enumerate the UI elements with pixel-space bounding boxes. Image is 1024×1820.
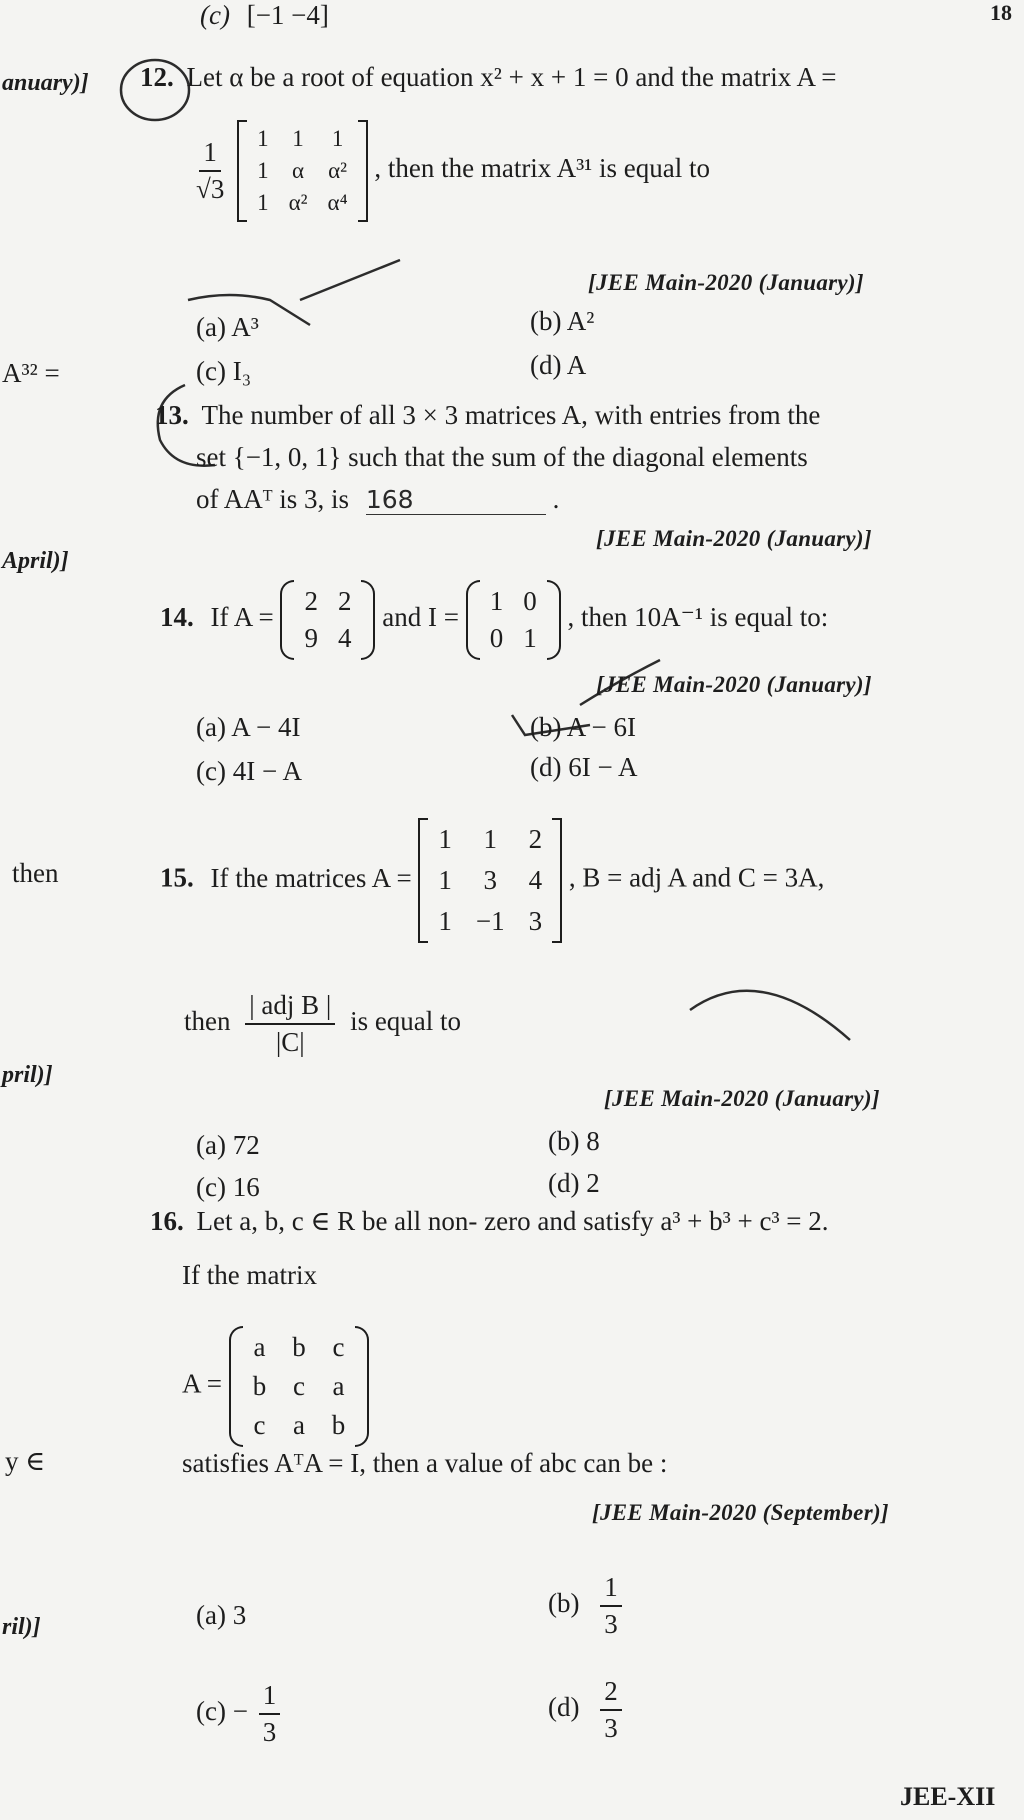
q16-cell: c [332,1332,345,1362]
q14-option-b: (b) A − 6I [530,712,636,742]
margin-note-7: ril)] [2,1614,41,1640]
q12-cell: 1 [331,126,344,151]
q12-stem [140,62,837,93]
q16-option-d [548,1676,622,1744]
q13-line3 [196,484,559,515]
q16-cell: c [293,1371,305,1401]
q15-tail: , B = adj A and C = 3A, [568,862,825,893]
q16-option-d-num: 2 [600,1676,622,1711]
q12-option-a: (a) A³ [196,312,259,342]
q15-option-c: (c) 16 [196,1172,260,1202]
q16-matrix-line [182,1326,369,1447]
q15-option-b: (b) 8 [548,1126,600,1156]
q15-cell: 3 [528,906,543,936]
q16-option-b-label: (b) [548,1588,580,1619]
q16-option-b-frac [600,1572,622,1640]
q16-matrix [229,1326,370,1447]
q12-cell: 1 [257,190,269,215]
q16-cell: a [253,1332,266,1362]
q12-cell: α⁴ [327,190,348,215]
q16-option-d-label: (d) [548,1692,580,1723]
q15-cell: 1 [483,824,498,854]
q14-stem [160,580,828,660]
q16-lead: A = [182,1368,222,1399]
q14-a-cell: 4 [337,623,352,653]
q12-matrix [237,120,368,222]
q14-lead: If A = [210,602,274,633]
q14-tail: , then 10A⁻¹ is equal to: [567,602,829,633]
q16-cell: b [252,1371,267,1401]
q12-matrix-line [196,120,710,222]
margin-note-2: A³² = [2,358,60,388]
q16-line2: If the matrix [182,1260,317,1290]
q15-cell: 1 [438,824,452,854]
q14-a-cell: 2 [337,586,352,616]
q15-frac-den: |C| [275,1027,305,1057]
q15-option-a: (a) 72 [196,1130,260,1160]
q14-mid: and I = [382,602,459,633]
q16-cell: a [293,1410,305,1440]
margin-note-1: anuary)] [2,70,89,96]
top-fragment [200,0,329,31]
margin-note-6: y ∈ [5,1446,46,1476]
q13-text-3: of AAᵀ is 3, is [196,484,350,514]
q12-cell: α² [328,158,348,183]
q16-cell: a [332,1371,345,1401]
q12-stem-line2: , then the matrix A³¹ is equal to [374,153,710,184]
q16-text-1: Let a, b, c ∈ R be all non- zero and satisfy a³ + b³ + c³ = 2. [196,1206,829,1236]
q13-text-1: The number of all 3 × 3 matrices A, with entries from the [201,400,821,430]
q15-frac-num: | adj B | [245,990,335,1025]
q15-cell: 1 [438,906,452,936]
q14-source: [JEE Main-2020 (January)] [596,672,872,697]
footer-label: JEE-XII [900,1782,996,1811]
q12-option-c: (c) I₃ [196,356,252,386]
q15-then: then [184,1006,231,1037]
q15-question [184,990,461,1058]
q15-cell: 2 [528,824,543,854]
q15-number: 15. [160,862,194,893]
q14-option-c: (c) 4I − A [196,756,302,786]
q13-end-dot: . [552,484,560,514]
fragment-option-label: (c) [200,0,230,30]
q12-cell: 1 [292,126,304,151]
q16-option-d-frac [600,1676,622,1744]
q15-matrix [418,818,562,943]
q14-option-a: (a) A − 4I [196,712,301,742]
q12-scalar [196,137,224,205]
q12-cell: 1 [257,126,269,151]
q16-cell: c [253,1410,266,1440]
q16-cell: b [331,1410,346,1440]
q12-cell: α² [288,190,308,215]
q14-i-cell: 1 [523,623,537,653]
q15-cell: −1 [475,906,505,936]
q14-matrix-i [466,580,561,660]
q13-handwritten-answer: 168 [366,485,546,515]
q13-line1 [155,400,820,431]
margin-note-4: then [12,858,59,888]
q12-option-b: (b) A² [530,306,595,336]
q14-a-cell: 2 [304,586,318,616]
margin-note-3: April)] [2,548,69,574]
q12-scalar-den: √3 [196,174,225,204]
q15-cell: 1 [438,865,452,895]
q16-option-c-den: 3 [262,1717,277,1747]
q16-cell: b [292,1332,306,1362]
q15-is-equal: is equal to [350,1006,462,1037]
q16-option-c [196,1680,280,1748]
q15-lead: If the matrices A = [210,862,412,893]
q13-source: [JEE Main-2020 (January)] [596,526,872,551]
q15-source: [JEE Main-2020 (January)] [604,1086,880,1111]
fragment-matrix-row: [−1 −4] [246,0,329,30]
q12-number: 12. [140,62,174,92]
q15-fraction [245,990,335,1058]
q12-stem-line1: Let α be a root of equation x² + x + 1 = 0 and the matrix A = [186,62,837,92]
q13-line2: set {−1, 0, 1} such that the sum of the diagonal elements [196,442,808,472]
q15-cell: 3 [483,865,498,895]
page-corner-number: 18 [990,0,1012,25]
q14-option-d: (d) 6I − A [530,752,638,782]
q12-scalar-num: 1 [199,137,221,172]
q16-option-b-num: 1 [600,1572,622,1607]
q14-matrix-a [280,580,375,660]
q14-i-cell: 1 [489,586,504,616]
stray-arc [690,991,850,1040]
q16-option-a: (a) 3 [196,1600,247,1630]
q16-line1 [150,1206,829,1237]
q15-option-d: (d) 2 [548,1168,600,1198]
q16-option-b-den: 3 [604,1609,618,1639]
q16-option-c-frac [259,1680,281,1748]
q15-stem [160,818,824,943]
q16-line3: satisfies AᵀA = I, then a value of abc can be : [182,1448,668,1478]
q12-cell: 1 [257,158,269,183]
q12-option-d: (d) A [530,350,587,380]
q13-number: 13. [155,400,189,430]
q16-source: [JEE Main-2020 (September)] [592,1500,889,1525]
q14-number: 14. [160,602,194,633]
q16-option-d-den: 3 [604,1713,618,1743]
q14-i-cell: 0 [489,623,504,653]
q16-number: 16. [150,1206,184,1236]
q15-cell: 4 [528,865,543,895]
q12-cell: α [292,158,305,183]
q16-option-b [548,1572,622,1640]
q16-option-c-num: 1 [259,1680,281,1715]
q14-a-cell: 9 [304,623,318,653]
margin-note-5: pril)] [2,1062,53,1088]
q14-i-cell: 0 [523,586,537,616]
q12-source: [JEE Main-2020 (January)] [588,270,864,295]
q16-option-c-label: (c) − [196,1696,248,1727]
